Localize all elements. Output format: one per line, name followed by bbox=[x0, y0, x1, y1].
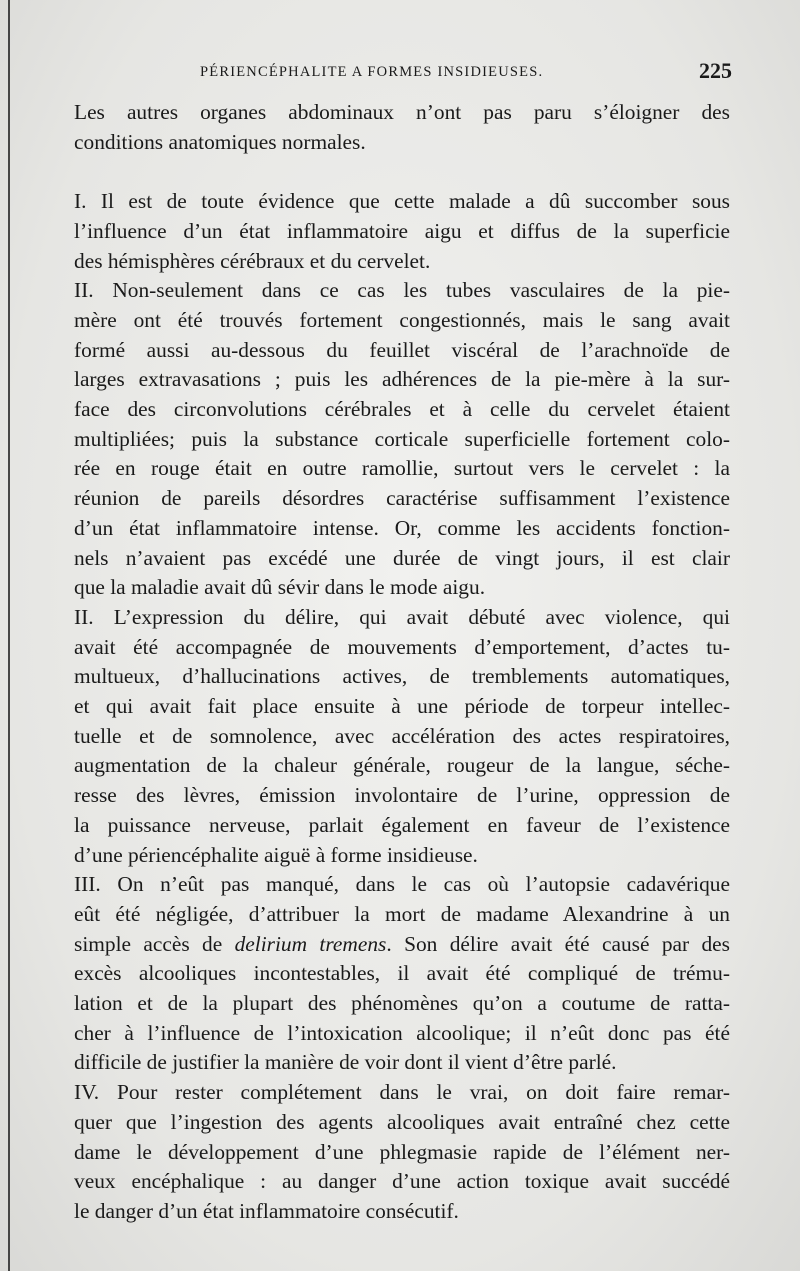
paragraph-section-2b bbox=[52, 603, 730, 870]
text-line: d’un état inflammatoire intense. Or, comme les accidents fonction- bbox=[74, 515, 730, 540]
text-line: III. On n’eût pas manqué, dans le cas où l’autopsie cadavérique bbox=[74, 872, 730, 897]
text-line: tuelle et de somnolence, avec accélération des actes respiratoires, bbox=[74, 723, 730, 748]
text-fragment: . Son délire avait été causé par des bbox=[386, 931, 731, 956]
paragraph-section-3 bbox=[52, 870, 730, 1078]
text-line: que la maladie avait dû sévir dans le mode aigu. bbox=[74, 575, 486, 600]
page-gutter-edge bbox=[8, 0, 10, 1271]
text-line: veux encéphalique : au danger d’une action toxique avait succédé bbox=[74, 1169, 730, 1194]
page-number: 225 bbox=[699, 58, 732, 83]
text-fragment: simple accès de bbox=[74, 931, 235, 956]
text-line: cher à l’influence de l’intoxication alcoolique; il n’eût donc pas été bbox=[74, 1020, 730, 1045]
text-line: II. Non-seulement dans ce cas les tubes vasculaires de la pie- bbox=[74, 278, 730, 303]
paragraph-gap bbox=[52, 157, 730, 187]
page-header bbox=[52, 58, 732, 88]
text-line: augmentation de la chaleur générale, rougeur de la langue, séche- bbox=[74, 753, 730, 778]
text-line: dame le développement d’une phlegmasie rapide de l’élément ner- bbox=[74, 1139, 730, 1164]
text-line: lation et de la plupart des phénomènes qu’on a coutume de ratta- bbox=[74, 991, 730, 1016]
text-line: Les autres organes abdominaux n’ont pas paru s’éloigner des bbox=[74, 100, 730, 124]
text-line: II. L’expression du délire, qui avait débuté avec violence, qui bbox=[74, 604, 730, 629]
text-line: des hémisphères cérébraux et du cervelet. bbox=[74, 248, 431, 273]
text-line: réunion de pareils désordres caractérise suffisamment l’existence bbox=[74, 486, 730, 511]
text-line: larges extravasations ; puis les adhérences de la pie-mère à la sur- bbox=[74, 367, 730, 392]
text-line: eût été négligée, d’attribuer la mort de madame Alexandrine à un bbox=[74, 901, 730, 926]
text-line: multipliées; puis la substance corticale superficielle fortement colo- bbox=[74, 426, 730, 451]
paragraph-section-2 bbox=[52, 276, 730, 603]
text-line: avait été accompagnée de mouvements d’emportement, d’actes tu- bbox=[74, 634, 730, 659]
text-line: l’influence d’un état inflammatoire aigu et diffus de la superficie bbox=[74, 218, 730, 243]
text-line: le danger d’un état inflammatoire consécutif. bbox=[74, 1199, 459, 1223]
italic-term: delirium tremens bbox=[234, 931, 387, 956]
text-line: d’une périencéphalite aiguë à forme insidieuse. bbox=[74, 842, 478, 867]
text-line: resse des lèvres, émission involontaire de l’urine, oppression de bbox=[74, 783, 730, 808]
text-line: face des circonvolutions cérébrales et à celle du cervelet étaient bbox=[74, 397, 730, 422]
text-line: difficile de justifier la manière de voir dont il vient d’être parlé. bbox=[74, 1050, 617, 1075]
text-line: mère ont été trouvés fortement congestionnés, mais le sang avait bbox=[74, 307, 730, 332]
body-text bbox=[52, 98, 730, 1227]
text-line: rée en rouge était en outre ramollie, surtout vers le cervelet : la bbox=[74, 456, 730, 481]
text-line: formé aussi au-dessous du feuillet viscéral de l’arachnoïde de bbox=[74, 337, 730, 362]
running-head: PÉRIENCÉPHALITE A FORMES INSIDIEUSES. bbox=[200, 64, 544, 80]
paragraph-intro bbox=[52, 98, 730, 157]
text-line: quer que l’ingestion des agents alcooliques avait entraîné chez cette bbox=[74, 1109, 730, 1134]
text-line: excès alcooliques incontestables, il avait été compliqué de trému- bbox=[74, 961, 730, 986]
text-line: I. Il est de toute évidence que cette malade a dû succomber sous bbox=[74, 189, 730, 214]
text-line: conditions anatomiques normales. bbox=[74, 129, 366, 154]
paragraph-section-4 bbox=[52, 1078, 730, 1227]
text-line: multueux, d’hallucinations actives, de tremblements automatiques, bbox=[74, 664, 730, 689]
text-line: et qui avait fait place ensuite à une période de torpeur intellec- bbox=[74, 694, 730, 719]
text-line: la puissance nerveuse, parlait également en faveur de l’existence bbox=[74, 812, 730, 837]
paragraph-section-1 bbox=[52, 187, 730, 276]
text-line-with-italic bbox=[52, 930, 730, 960]
text-line: IV. Pour rester complétement dans le vrai, on doit faire remar- bbox=[74, 1080, 730, 1105]
text-line: nels n’avaient pas excédé une durée de vingt jours, il est clair bbox=[74, 545, 730, 570]
